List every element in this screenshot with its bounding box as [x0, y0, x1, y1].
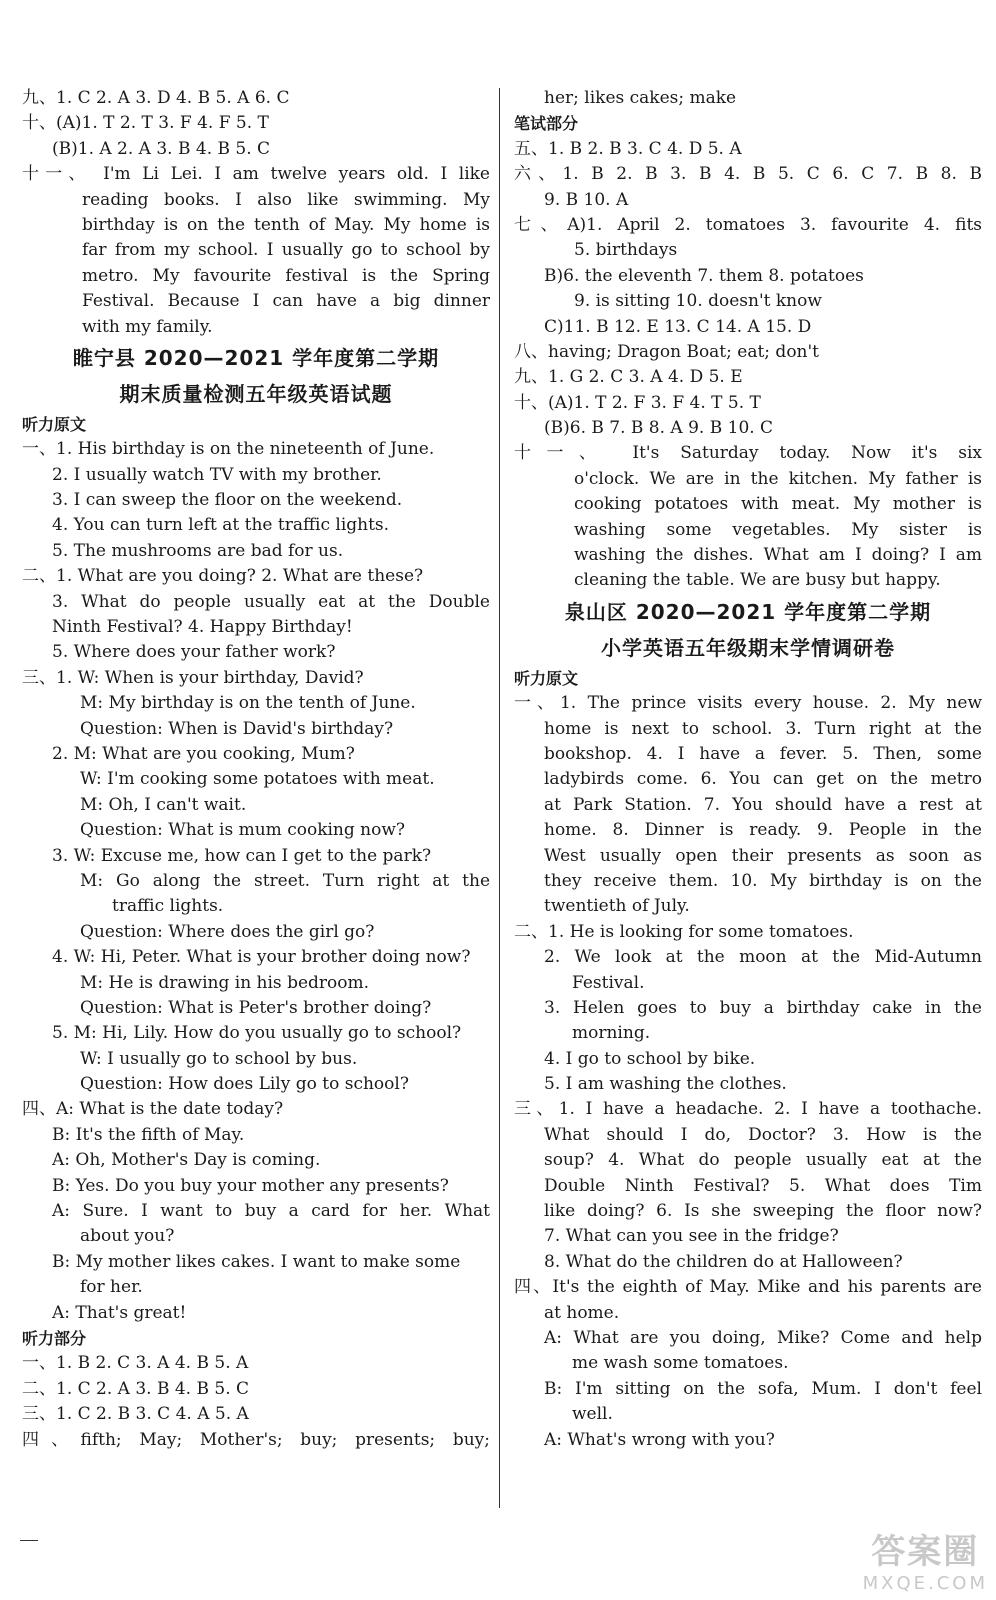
- left-line-3: 十一、 I'm Li Lei. I am twelve years old. I like: [22, 164, 490, 185]
- right-line-16: cooking potatoes with meat. My mother is: [574, 494, 982, 515]
- watermark: [863, 1524, 988, 1594]
- right-line-0: her; likes cakes; make: [544, 88, 737, 108]
- right-line-29: West usually open their presents as soon as: [544, 845, 982, 866]
- left-line-20: Ninth Festival? 4. Happy Birthday!: [52, 617, 353, 638]
- left-line-29: 3. W: Excuse me, how can I get to the park?: [52, 845, 432, 866]
- right-line-45: 8. What do the children do at Halloween?: [544, 1251, 903, 1272]
- left-line-22: 三、1. W: When is your birthday, David?: [22, 667, 364, 688]
- right-line-4: 9. B 10. A: [544, 189, 629, 210]
- left-line-17: 5. The mushrooms are bad for us.: [52, 540, 344, 561]
- left-line-21: 5. Where does your father work?: [52, 642, 336, 663]
- right-line-42: Double Ninth Festival? 5. What does Tim: [544, 1175, 982, 1196]
- right-line-22: 听力原文: [514, 668, 579, 688]
- right-line-18: washing the dishes. What am I doing? I am: [574, 545, 982, 566]
- left-line-41: A: Oh, Mother's Day is coming.: [52, 1150, 321, 1171]
- right-line-27: at Park Station. 7. You should have a rest at: [544, 794, 982, 815]
- right-column: [514, 86, 982, 1453]
- left-line-36: 5. M: Hi, Lily. How do you usually go to school?: [52, 1023, 462, 1044]
- left-line-49: 一、1. B 2. C 3. A 4. B 5. A: [22, 1353, 249, 1374]
- right-line-8: 9. is sitting 10. doesn't know: [574, 291, 822, 312]
- left-line-25: 2. M: What are you cooking, Mum?: [52, 743, 355, 764]
- right-line-34: Festival.: [572, 972, 645, 993]
- right-line-15: o'clock. We are in the kitchen. My father is: [574, 468, 982, 489]
- right-line-11: 九、1. G 2. C 3. A 4. D 5. E: [514, 367, 743, 388]
- left-line-28: Question: What is mum cooking now?: [80, 820, 406, 841]
- right-line-52: A: What's wrong with you?: [544, 1429, 775, 1450]
- right-line-51: well.: [572, 1404, 613, 1425]
- left-line-43: A: Sure. I want to buy a card for her. What: [52, 1201, 490, 1222]
- right-line-6: 5. birthdays: [574, 240, 678, 261]
- watermark-title: 答案圈: [871, 1532, 980, 1572]
- left-line-47: A: That's great!: [52, 1302, 187, 1323]
- right-line-19: cleaning the table. We are busy but happy.: [574, 570, 941, 591]
- right-line-47: at home.: [544, 1302, 620, 1323]
- left-line-24: Question: When is David's birthday?: [80, 718, 394, 739]
- left-line-48: 听力部分: [22, 1328, 87, 1348]
- left-line-4: reading books. I also like swimming. My: [82, 189, 490, 210]
- right-line-36: morning.: [572, 1023, 651, 1044]
- left-line-11: 期末质量检测五年级英语试题: [119, 381, 393, 406]
- left-line-39: 四、A: What is the date today?: [22, 1099, 284, 1120]
- left-line-5: birthday is on the tenth of May. My home is: [82, 214, 490, 235]
- right-line-24: home is next to school. 3. Turn right at the: [544, 718, 982, 739]
- left-line-2: (B)1. A 2. A 3. B 4. B 5. C: [52, 138, 271, 159]
- right-line-35: 3. Helen goes to buy a birthday cake in the: [544, 997, 982, 1018]
- left-line-50: 二、1. C 2. A 3. B 4. B 5. C: [22, 1378, 250, 1399]
- left-line-30: M: Go along the street. Turn right at the: [80, 870, 490, 891]
- right-line-10: 八、having; Dragon Boat; eat; don't: [514, 341, 820, 362]
- right-line-2: 五、1. B 2. B 3. C 4. D 5. A: [514, 138, 742, 159]
- right-line-7: B)6. the eleventh 7. them 8. potatoes: [544, 265, 864, 286]
- left-line-19: 3. What do people usually eat at the Double: [52, 591, 490, 612]
- left-line-6: far from my school. I usually go to school by: [82, 240, 490, 261]
- left-line-26: W: I'm cooking some potatoes with meat.: [80, 769, 435, 790]
- left-line-46: for her.: [80, 1277, 143, 1298]
- right-line-30: they receive them. 10. My birthday is on the: [544, 870, 982, 891]
- left-line-12: 听力原文: [22, 414, 87, 434]
- left-line-33: 4. W: Hi, Peter. What is your brother doing now?: [52, 947, 471, 968]
- left-line-45: B: My mother likes cakes. I want to make some: [52, 1251, 461, 1272]
- left-line-31: traffic lights.: [112, 896, 224, 917]
- right-line-48: A: What are you doing, Mike? Come and help: [544, 1327, 982, 1348]
- right-line-20: 泉山区 2020—2021 学年度第二学期: [564, 599, 932, 624]
- left-line-8: Festival. Because I can have a big dinner: [82, 291, 490, 312]
- left-line-51: 三、1. C 2. B 3. C 4. A 5. A: [22, 1404, 249, 1425]
- right-line-14: 十一、 It's Saturday today. Now it's six: [514, 443, 982, 464]
- right-line-37: 4. I go to school by bike.: [544, 1048, 756, 1069]
- left-line-52: 四、fifth; May; Mother's; buy; presents; buy;: [22, 1429, 490, 1450]
- right-line-50: B: I'm sitting on the sofa, Mum. I don't feel: [544, 1378, 982, 1399]
- left-line-38: Question: How does Lily go to school?: [80, 1074, 409, 1095]
- right-line-3: 六、1. B 2. B 3. B 4. B 5. C 6. C 7. B 8. B: [514, 164, 982, 185]
- left-line-23: M: My birthday is on the tenth of June.: [80, 693, 416, 714]
- right-line-46: 四、It's the eighth of May. Mike and his parents are: [514, 1277, 982, 1298]
- watermark-url: MXQE.COM: [862, 1573, 988, 1594]
- right-line-32: 二、1. He is looking for some tomatoes.: [514, 921, 854, 942]
- right-line-12: 十、(A)1. T 2. F 3. F 4. T 5. T: [514, 392, 761, 413]
- left-line-34: M: He is drawing in his bedroom.: [80, 972, 370, 993]
- right-line-23: 一、1. The prince visits every house. 2. My new: [514, 693, 982, 714]
- left-line-40: B: It's the fifth of May.: [52, 1124, 245, 1145]
- right-line-13: (B)6. B 7. B 8. A 9. B 10. C: [544, 418, 774, 439]
- right-line-49: me wash some tomatoes.: [572, 1353, 789, 1374]
- left-line-13: 一、1. His birthday is on the nineteenth of June.: [22, 439, 435, 460]
- right-line-21: 小学英语五年级期末学情调研卷: [601, 635, 895, 660]
- right-line-28: home. 8. Dinner is ready. 9. People in the: [544, 820, 982, 841]
- left-line-37: W: I usually go to school by bus.: [80, 1048, 358, 1069]
- right-line-41: soup? 4. What do people usually eat at the: [544, 1150, 982, 1171]
- right-line-17: washing some vegetables. My sister is: [574, 519, 982, 540]
- left-line-32: Question: Where does the girl go?: [80, 921, 375, 942]
- left-line-14: 2. I usually watch TV with my brother.: [52, 464, 382, 485]
- left-line-1: 十、(A)1. T 2. T 3. F 4. F 5. T: [22, 113, 269, 134]
- left-column: [22, 86, 490, 1453]
- right-line-1: 笔试部分: [514, 114, 579, 134]
- right-line-25: bookshop. 4. I have a fever. 5. Then, some: [544, 743, 982, 764]
- right-line-40: What should I do, Doctor? 3. How is the: [544, 1124, 982, 1145]
- right-line-38: 5. I am washing the clothes.: [544, 1074, 787, 1095]
- footer-dash: [20, 1540, 38, 1541]
- right-line-44: 7. What can you see in the fridge?: [544, 1226, 839, 1247]
- left-line-42: B: Yes. Do you buy your mother any presents?: [52, 1175, 449, 1196]
- left-line-44: about you?: [80, 1226, 175, 1247]
- right-line-9: C)11. B 12. E 13. C 14. A 15. D: [544, 316, 812, 337]
- right-line-43: like doing? 6. Is she sweeping the floor now?: [544, 1201, 982, 1222]
- right-line-5: 七、A)1. April 2. tomatoes 3. favourite 4. fits: [514, 214, 982, 235]
- left-line-27: M: Oh, I can't wait.: [80, 794, 247, 815]
- left-line-0: 九、1. C 2. A 3. D 4. B 5. A 6. C: [22, 88, 290, 108]
- left-line-10: 睢宁县 2020—2021 学年度第二学期: [72, 345, 440, 370]
- right-line-33: 2. We look at the moon at the Mid-Autumn: [544, 947, 982, 968]
- right-line-26: ladybirds come. 6. You can get on the metro: [544, 769, 982, 790]
- column-divider: [499, 88, 500, 1508]
- left-line-35: Question: What is Peter's brother doing?: [80, 997, 432, 1018]
- left-line-15: 3. I can sweep the floor on the weekend.: [52, 490, 403, 511]
- right-line-31: twentieth of July.: [544, 896, 690, 917]
- right-line-39: 三、1. I have a headache. 2. I have a toothache.: [514, 1099, 982, 1120]
- left-line-9: with my family.: [82, 316, 213, 337]
- left-line-16: 4. You can turn left at the traffic lights.: [52, 515, 390, 536]
- left-line-7: metro. My favourite festival is the Spring: [82, 265, 490, 286]
- left-line-18: 二、1. What are you doing? 2. What are these?: [22, 566, 424, 587]
